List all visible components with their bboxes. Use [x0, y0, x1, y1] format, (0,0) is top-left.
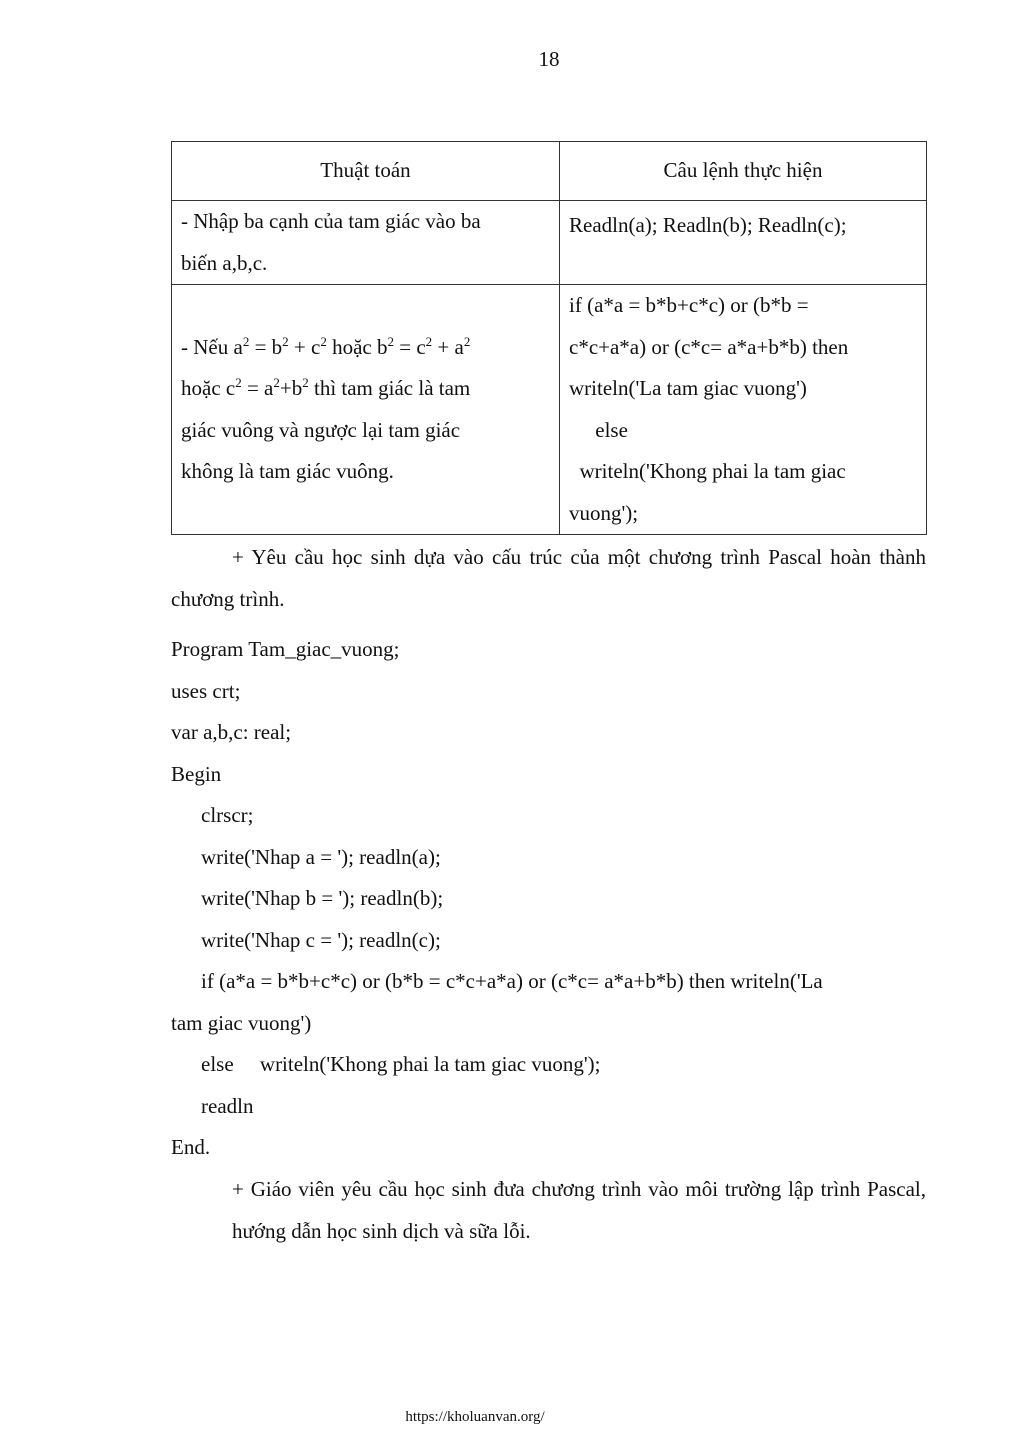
row2-algorithm — [172, 285, 560, 535]
row2-algorithm-formula-line1: - Nếu $a^2 = b^2 + c^2$ hoặc $b^2 = c^2 + a^2$ — [181, 333, 471, 359]
page-number: 18 — [538, 47, 560, 71]
program-line: End. — [171, 1135, 211, 1159]
row2-algorithm-formula-line2: hoặc $c^2 = a^2+b^2$ thì tam giác là tam — [181, 375, 471, 400]
row1-code-line: Readln(a); Readln(b); Readln(c); — [569, 213, 847, 237]
algorithm-table — [171, 141, 927, 535]
row2-code-line: else — [569, 417, 628, 442]
program-line: Begin — [171, 761, 222, 786]
program-line: Program Tam_giac_vuong; — [171, 637, 400, 661]
header-algorithm: Thuật toán — [172, 142, 560, 201]
program-line: else writeln('Khong phai la tam giac vuong'); — [201, 1052, 601, 1076]
row1-algorithm — [172, 201, 560, 285]
row1-code — [560, 201, 927, 285]
row2-code-line: c*c+a*a) or (c*c= a*a+b*b) then — [569, 334, 849, 359]
instruction-text-1: + Yêu cầu học sinh dựa vào cấu trúc của một chương trình Pascal hoàn thành chương trình. — [171, 545, 926, 611]
row1-algorithm-line: - Nhập ba cạnh của tam giác vào ba — [181, 209, 481, 233]
program-line: write('Nhap b = '); readln(b); — [201, 886, 444, 910]
table-row — [172, 285, 927, 535]
row2-code — [560, 285, 927, 535]
row2-code-line: writeln('La tam giac vuong') — [569, 376, 807, 400]
program-line: if (a*a = b*b+c*c) or (b*b = c*c+a*a) or (c*c= a*a+b*b) then writeln('La — [201, 969, 823, 993]
row2-algorithm-line: không là tam giác vuông. — [181, 459, 394, 483]
program-line: var a,b,c: real; — [171, 720, 292, 744]
row2-algorithm-line: giác vuông và ngược lại tam giác — [181, 417, 461, 442]
program-line: write('Nhap c = '); readln(c); — [201, 927, 441, 952]
row2-code-line: vuong'); — [569, 500, 639, 525]
instruction-paragraph-1 — [171, 537, 926, 620]
footer-url: https://kholuanvan.org/ — [405, 1409, 545, 1425]
header-statement: Câu lệnh thực hiện — [560, 142, 927, 201]
table-header-row — [172, 142, 927, 201]
program-line: clrscr; — [201, 803, 254, 827]
pascal-program — [171, 629, 926, 1169]
row1-algorithm-line: biến a,b,c. — [181, 250, 268, 275]
program-line: readln — [201, 1093, 254, 1118]
program-line: uses crt; — [171, 678, 241, 703]
row2-code-line: writeln('Khong phai la tam giac — [569, 459, 846, 483]
row2-code-line: if (a*a = b*b+c*c) or (b*b = — [569, 293, 809, 317]
instruction-paragraph-2: + Giáo viên yêu cầu học sinh đưa chương trình vào môi trường lập trình Pascal, hướng dẫn học sinh dịch và sữa lỗi. — [232, 1177, 926, 1243]
program-line: write('Nhap a = '); readln(a); — [201, 844, 441, 869]
program-line: tam giac vuong') — [171, 1010, 312, 1035]
table-row — [172, 201, 927, 285]
